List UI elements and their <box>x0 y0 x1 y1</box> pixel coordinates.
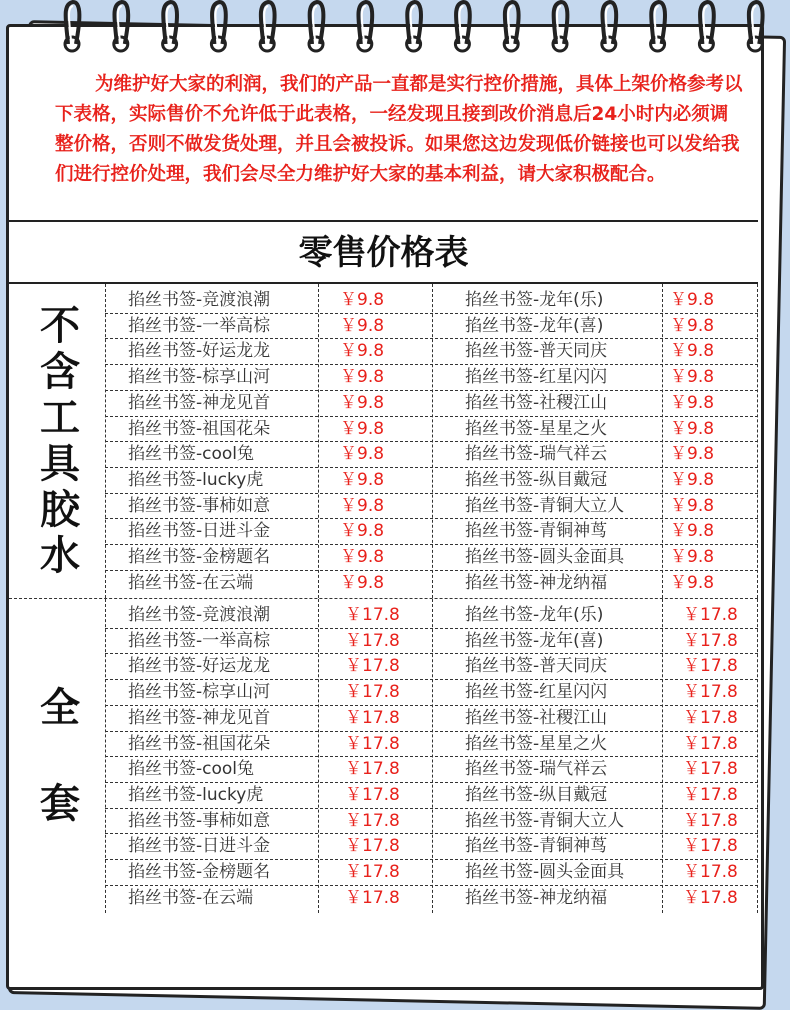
item-name: 掐丝书签-神龙纳福 <box>465 572 608 593</box>
page-title: 零售价格表 <box>298 233 469 273</box>
item-name: 掐丝书签-龙年(喜) <box>465 630 604 651</box>
item-name: 掐丝书签-竞渡浪潮 <box>128 605 271 625</box>
item-name: 掐丝书签-社稷江山 <box>465 392 608 413</box>
spiral-ring-icon <box>602 2 616 51</box>
item-price: ￥9.8 <box>670 315 715 336</box>
spiral-ring-icon <box>748 2 762 51</box>
item-name: 掐丝书签-神龙见首 <box>128 707 271 728</box>
spiral-ring-icon <box>651 2 665 51</box>
item-price: ￥9.8 <box>340 418 385 439</box>
spiral-ring-icon <box>211 2 225 51</box>
item-price: ￥17.8 <box>345 605 400 625</box>
item-price: ￥9.8 <box>340 367 385 388</box>
item-name: 掐丝书签-社稷江山 <box>465 707 608 728</box>
item-name: 掐丝书签-金榜题名 <box>128 862 271 882</box>
item-price: ￥9.8 <box>670 547 715 567</box>
section-divider <box>9 598 758 599</box>
item-name: 掐丝书签-在云端 <box>128 887 254 908</box>
item-name: 掐丝书签-事柿如意 <box>128 495 271 516</box>
section-label-char: 胶 <box>40 487 80 534</box>
item-name: 掐丝书签-青铜大立人 <box>465 495 625 516</box>
item-price: ￥9.8 <box>670 495 715 516</box>
item-name: 掐丝书签-好运龙龙 <box>128 341 271 362</box>
spiral-ring-icon <box>260 2 274 51</box>
item-price: ￥9.8 <box>670 572 715 593</box>
item-price: ￥17.8 <box>683 707 738 728</box>
item-name: 掐丝书签-神龙见首 <box>128 392 271 413</box>
section-label-char: 套 <box>40 781 80 828</box>
item-price: ￥9.8 <box>340 572 385 593</box>
item-name: 掐丝书签-普天同庆 <box>465 656 608 677</box>
item-name: 掐丝书签-纵目戴冠 <box>465 784 608 805</box>
item-name: 掐丝书签-龙年(乐) <box>465 290 604 310</box>
item-price: ￥9.8 <box>670 469 715 490</box>
item-name: 掐丝书签-瑞气祥云 <box>465 444 608 465</box>
item-name: 掐丝书签-lucky虎 <box>128 469 264 490</box>
item-price: ￥9.8 <box>340 290 385 310</box>
item-price: ￥9.8 <box>670 367 715 388</box>
item-name: 掐丝书签-神龙纳福 <box>465 887 608 908</box>
item-price: ￥17.8 <box>345 887 400 908</box>
item-name: 掐丝书签-星星之火 <box>465 418 608 439</box>
item-name: 掐丝书签-棕享山河 <box>128 367 271 388</box>
section-label-char: 具 <box>40 441 80 488</box>
item-name: 掐丝书签-棕享山河 <box>128 682 271 703</box>
item-price: ￥17.8 <box>683 605 738 625</box>
item-price: ￥9.8 <box>670 418 715 439</box>
item-price: ￥9.8 <box>340 341 385 362</box>
item-price: ￥9.8 <box>670 444 715 465</box>
item-name: 掐丝书签-日进斗金 <box>128 836 271 857</box>
item-price: ￥17.8 <box>345 682 400 703</box>
item-price: ￥17.8 <box>345 656 400 677</box>
item-name: 掐丝书签-瑞气祥云 <box>465 759 608 780</box>
item-name: 掐丝书签-cool兔 <box>128 444 255 465</box>
item-name: 掐丝书签-cool兔 <box>128 759 255 780</box>
item-price: ￥9.8 <box>340 392 385 413</box>
spiral-ring-icon <box>65 2 79 51</box>
section-label-char: 含 <box>40 349 80 396</box>
item-price: ￥9.8 <box>340 444 385 465</box>
item-name: 掐丝书签-青铜神茑 <box>465 521 608 542</box>
item-price: ￥17.8 <box>345 733 400 754</box>
item-name: 掐丝书签-一举高棕 <box>128 315 271 336</box>
item-price: ￥9.8 <box>670 290 715 310</box>
item-price: ￥17.8 <box>683 810 738 831</box>
item-price: ￥17.8 <box>345 784 400 805</box>
spiral-binding <box>0 0 790 60</box>
spiral-ring-icon <box>455 2 469 51</box>
item-name: 掐丝书签-龙年(乐) <box>465 605 604 625</box>
item-name: 掐丝书签-金榜题名 <box>128 547 271 567</box>
item-name: 掐丝书签-青铜大立人 <box>465 810 625 831</box>
spiral-ring-icon <box>358 2 372 51</box>
item-price: ￥9.8 <box>670 392 715 413</box>
section-label <box>35 660 85 852</box>
item-name: 掐丝书签-星星之火 <box>465 733 608 754</box>
item-name: 掐丝书签-红星闪闪 <box>465 682 608 703</box>
item-price: ￥17.8 <box>683 836 738 857</box>
item-name: 掐丝书签-圆头金面具 <box>465 862 625 882</box>
item-price: ￥17.8 <box>683 759 738 780</box>
item-name: 掐丝书签-红星闪闪 <box>465 367 608 388</box>
item-price: ￥17.8 <box>683 733 738 754</box>
divider-top <box>9 220 758 222</box>
spiral-ring-icon <box>699 2 713 51</box>
spiral-ring-icon <box>504 2 518 51</box>
spiral-ring-icon <box>407 2 421 51</box>
item-name: 掐丝书签-青铜神茑 <box>465 836 608 857</box>
item-name: 掐丝书签-圆头金面具 <box>465 547 625 567</box>
item-name: 掐丝书签-一举高棕 <box>128 630 271 651</box>
item-price: ￥17.8 <box>345 707 400 728</box>
item-price: ￥17.8 <box>345 862 400 882</box>
item-name: 掐丝书签-祖国花朵 <box>128 733 271 754</box>
section-label-char: 水 <box>40 533 80 580</box>
item-price: ￥17.8 <box>683 656 738 677</box>
item-name: 掐丝书签-日进斗金 <box>128 521 271 542</box>
item-name: 掐丝书签-竞渡浪潮 <box>128 290 271 310</box>
item-name: 掐丝书签-纵目戴冠 <box>465 469 608 490</box>
section-label <box>35 303 85 579</box>
section-label-char: 工 <box>40 395 80 442</box>
item-price: ￥17.8 <box>683 887 738 908</box>
spiral-ring-icon <box>163 2 177 51</box>
spiral-ring-icon <box>309 2 323 51</box>
item-price: ￥17.8 <box>683 862 738 882</box>
item-price: ￥9.8 <box>340 547 385 567</box>
item-name: 掐丝书签-普天同庆 <box>465 341 608 362</box>
item-name: 掐丝书签-龙年(喜) <box>465 315 604 336</box>
item-name: 掐丝书签-祖国花朵 <box>128 418 271 439</box>
item-price: ￥17.8 <box>345 759 400 780</box>
item-price: ￥17.8 <box>683 630 738 651</box>
item-price: ￥17.8 <box>683 784 738 805</box>
spiral-ring-icon <box>114 2 128 51</box>
item-price: ￥17.8 <box>345 630 400 651</box>
divider-title <box>9 282 758 284</box>
section-label-char: 不 <box>40 303 80 350</box>
item-price: ￥17.8 <box>345 836 400 857</box>
item-price: ￥9.8 <box>340 469 385 490</box>
item-price: ￥9.8 <box>340 315 385 336</box>
item-name: 掐丝书签-在云端 <box>128 572 254 593</box>
item-price: ￥17.8 <box>345 810 400 831</box>
item-name: 掐丝书签-好运龙龙 <box>128 656 271 677</box>
section-label-char: 全 <box>40 685 80 732</box>
spiral-ring-icon <box>553 2 567 51</box>
item-price: ￥9.8 <box>670 341 715 362</box>
item-price: ￥9.8 <box>670 521 715 542</box>
price-control-notice: 为维护好大家的利润，我们的产品一直都是实行控价措施，具体上架价格参考以下表格，实际售价不允许低于此表格，一经发现且接到改价消息后24小时内必须调整价格，否则不做发货处理，并且会被投诉。如果您这边发现低价链接也可以发给我们进行控价处理，我们会尽全力维护好大家的基本利益，请大家积极配合。 <box>55 74 743 185</box>
item-price: ￥9.8 <box>340 521 385 542</box>
item-name: 掐丝书签-事柿如意 <box>128 810 271 831</box>
item-name: 掐丝书签-lucky虎 <box>128 784 264 805</box>
item-price: ￥9.8 <box>340 495 385 516</box>
item-price: ￥17.8 <box>683 682 738 703</box>
